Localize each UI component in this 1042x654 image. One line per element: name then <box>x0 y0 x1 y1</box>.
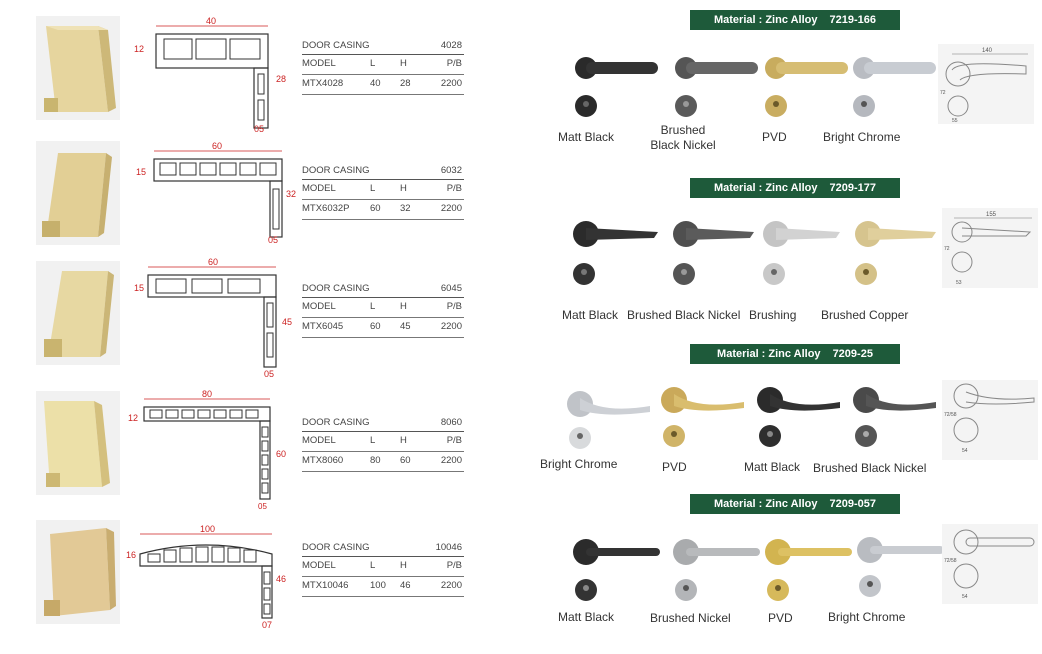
material-banner <box>690 178 900 198</box>
finish-label: Brushed Nickel <box>650 611 731 625</box>
finish-label: PVD <box>762 130 787 144</box>
svg-text:72/58: 72/58 <box>944 412 957 418</box>
material-label: Material : Zinc Alloy <box>717 348 821 360</box>
spec-table: DOOR CASING 6045 MODEL L H P/B MTX6045 60 45 2200 <box>302 281 464 338</box>
svg-text:72/58: 72/58 <box>944 558 957 564</box>
finish-label: Brushed Copper <box>821 308 909 322</box>
spec-code: 4028 <box>440 40 462 51</box>
handle-brushed-black-nickel <box>850 380 940 465</box>
casing-photo <box>36 520 120 624</box>
casing-row <box>0 10 470 134</box>
svg-text:54: 54 <box>962 594 968 600</box>
spec-code: 10046 <box>435 542 462 553</box>
technical-drawing <box>938 44 1034 124</box>
spec-title: DOOR CASING <box>302 542 370 553</box>
depth-label: 32 <box>286 189 297 199</box>
technical-drawing <box>942 380 1038 460</box>
model-number: 7209-057 <box>829 498 876 510</box>
spec-code: 8060 <box>440 417 462 428</box>
finish-label: PVD <box>662 460 687 474</box>
svg-text:72: 72 <box>940 90 946 96</box>
spec-title: DOOR CASING <box>302 417 370 428</box>
finish-label: Brushed Black Nickel <box>627 308 741 322</box>
handle-brushing <box>760 214 850 299</box>
depth-label: 46 <box>276 574 287 584</box>
spec-code: 6045 <box>440 283 462 294</box>
handle-pvd <box>762 46 852 131</box>
depth-label: 45 <box>282 317 293 327</box>
casing-profile-drawing <box>126 135 296 259</box>
finish-label: Bright Chrome <box>828 610 906 624</box>
casing-row <box>0 255 470 379</box>
finish-label: Matt Black <box>558 130 615 144</box>
thickness-label: 05 <box>258 502 267 511</box>
finish-label: Matt Black <box>558 610 615 624</box>
casing-row <box>0 135 470 255</box>
svg-text:53: 53 <box>956 280 962 286</box>
handle-pvd <box>658 380 748 465</box>
technical-drawing <box>942 208 1038 288</box>
model-number: 7209-25 <box>832 348 873 360</box>
handle-panel <box>540 10 1040 170</box>
svg-text:140: 140 <box>982 48 993 54</box>
casing-row <box>0 385 470 511</box>
thickness-label: 07 <box>262 620 273 630</box>
finish-label: Bright Chrome <box>540 457 618 471</box>
handle-matt-black <box>570 534 660 619</box>
handle-bright-chrome <box>850 46 940 131</box>
material-banner <box>690 344 900 364</box>
height-label: 16 <box>126 550 137 560</box>
spec-table: DOOR CASING 4028 MODEL L H P/B MTX4028 40 28 2200 <box>302 38 464 95</box>
casing-photo <box>36 16 120 120</box>
height-label: 15 <box>134 283 145 293</box>
svg-text:72: 72 <box>944 246 950 252</box>
handle-matt-black <box>572 46 662 131</box>
casing-profile-drawing <box>126 255 296 379</box>
svg-text:55: 55 <box>952 118 958 124</box>
height-label: 12 <box>128 413 139 423</box>
casing-row <box>0 514 470 634</box>
handle-bright-chrome <box>854 532 944 617</box>
width-label: 60 <box>212 141 223 151</box>
finish-label: Matt Black <box>562 308 619 322</box>
material-banner <box>690 494 900 514</box>
handle-pvd <box>762 534 852 619</box>
finish-label: Brushed Black Nickel <box>813 461 927 475</box>
finish-label: Matt Black <box>744 460 801 474</box>
handle-panel <box>540 344 1040 504</box>
height-label: 12 <box>134 44 145 54</box>
casing-photo <box>36 141 120 245</box>
spec-code: 6032 <box>440 165 462 176</box>
material-banner <box>690 10 900 30</box>
width-label: 60 <box>208 257 219 267</box>
handle-brushed-black-nickel <box>672 46 762 131</box>
svg-text:155: 155 <box>986 212 997 218</box>
handle-brushed-black-nickel <box>670 214 760 299</box>
handle-matt-black <box>570 214 660 299</box>
material-label: Material : Zinc Alloy <box>713 182 818 194</box>
spec-title: DOOR CASING <box>302 283 370 294</box>
casing-profile-drawing <box>126 10 296 134</box>
material-label: Material : Zinc Alloy <box>713 14 818 26</box>
casing-profile-drawing <box>126 514 296 638</box>
handle-panel <box>540 494 1040 654</box>
thickness-label: 05 <box>254 124 265 134</box>
finish-label: Bright Chrome <box>823 130 901 144</box>
casing-photo <box>36 391 120 495</box>
depth-label: 60 <box>276 449 287 459</box>
thickness-label: 05 <box>268 235 279 245</box>
width-label: 80 <box>202 389 213 399</box>
depth-label: 28 <box>276 74 287 84</box>
spec-title: DOOR CASING <box>302 40 370 51</box>
thickness-label: 05 <box>264 369 275 379</box>
finish-label: Brushing <box>749 308 797 322</box>
finish-label: PVD <box>768 611 793 625</box>
spec-title: DOOR CASING <box>302 165 370 176</box>
svg-text:54: 54 <box>962 448 968 454</box>
casing-profile-drawing <box>126 385 296 509</box>
width-label: 100 <box>200 524 216 534</box>
handle-brushed-copper <box>852 214 942 299</box>
handle-panel <box>540 178 1040 338</box>
height-label: 15 <box>136 167 147 177</box>
technical-drawing <box>942 524 1038 604</box>
material-label: Material : Zinc Alloy <box>713 498 818 510</box>
width-label: 40 <box>206 16 217 26</box>
handle-matt-black <box>754 380 844 465</box>
spec-table: DOOR CASING 8060 MODEL L H P/B MTX8060 80 60 2200 <box>302 415 464 472</box>
model-number: 7209-177 <box>829 182 876 194</box>
casing-photo <box>36 261 120 365</box>
handle-brushed-nickel <box>670 534 760 619</box>
model-number: 7219-166 <box>829 14 876 26</box>
spec-table: DOOR CASING 6032 MODEL L H P/B MTX6032P 60 32 2200 <box>302 163 464 220</box>
spec-table: DOOR CASING 10046 MODEL L H P/B MTX10046 100 46 2200 <box>302 540 464 597</box>
finish-label: Brushed Black Nickel <box>650 123 716 152</box>
